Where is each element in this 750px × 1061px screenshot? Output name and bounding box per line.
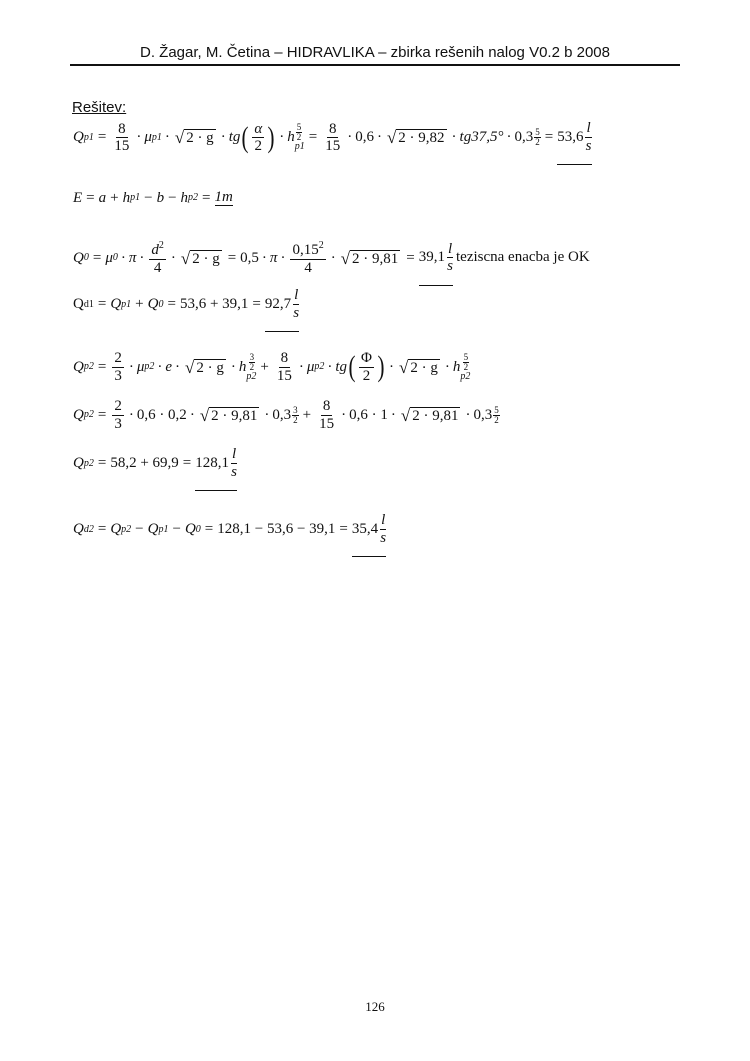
radicand: 2 · g: [192, 250, 220, 267]
equals-sign: =: [204, 521, 214, 537]
result-number: 128,1: [195, 454, 229, 471]
unit-denominator: s: [380, 529, 387, 546]
page-number: 126: [365, 999, 385, 1014]
exp-denominator: 2: [463, 361, 469, 372]
subscript: p1: [158, 523, 169, 535]
dot-operator: ·: [136, 129, 142, 145]
symbol-q: Q: [73, 521, 84, 537]
unit-numerator: l: [381, 512, 386, 528]
exp-numerator: 5: [296, 122, 302, 132]
denominator: 3: [114, 367, 122, 384]
symbol-q: Q: [73, 358, 84, 375]
symbol-h: h: [238, 358, 247, 375]
subscript: p2: [83, 409, 94, 420]
symbol-h: h: [180, 189, 189, 206]
script: [460, 353, 470, 382]
subscript: p2: [188, 192, 199, 203]
dot-operator: ·: [164, 129, 170, 145]
plus-sign: +: [110, 189, 119, 206]
exp-numerator: 3: [293, 404, 298, 415]
symbol-q: Q: [73, 129, 84, 145]
denominator: 15: [325, 138, 341, 154]
dot-operator: ·: [506, 129, 512, 145]
square-root: [185, 359, 226, 376]
equals-sign: =: [97, 129, 107, 145]
symbol-h: h: [452, 358, 461, 375]
fraction: [112, 121, 131, 155]
equals-sign: =: [97, 358, 107, 375]
exp-numerator: 5: [463, 351, 469, 362]
subscript: p1: [151, 131, 162, 143]
fraction: [359, 350, 374, 384]
radical-icon: √: [386, 128, 397, 147]
subscript: p2: [83, 361, 94, 372]
equals-sign: =: [97, 455, 107, 471]
left-paren: (: [241, 120, 249, 154]
subscript: p1: [121, 298, 132, 310]
symbol-a: a: [98, 189, 107, 206]
equals-sign: =: [252, 296, 261, 312]
fraction: [323, 121, 342, 155]
subscript: p1: [294, 141, 305, 152]
denominator: 3: [114, 415, 122, 432]
dot-operator: ·: [330, 249, 336, 266]
fraction: [275, 350, 294, 384]
numerator: 8: [328, 120, 337, 137]
script: [295, 123, 305, 152]
exp-denominator: 2: [296, 132, 302, 142]
radical-icon: √: [199, 405, 210, 425]
dot-operator: ·: [175, 358, 181, 375]
numerator: [290, 240, 325, 260]
dot-operator: ·: [465, 406, 471, 423]
radical-icon: √: [180, 248, 191, 268]
fraction: [317, 398, 336, 432]
result-value: [557, 120, 591, 165]
coefficient: 0,5: [240, 249, 259, 266]
dot-operator: ·: [327, 358, 333, 375]
symbol-phi: Φ: [361, 350, 372, 366]
superscript: 2: [318, 240, 324, 251]
symbol-mu: μ: [105, 249, 113, 266]
diameter-value: 0,15: [292, 242, 319, 258]
square-root: [401, 407, 461, 424]
subscript: p2: [460, 370, 471, 382]
dot-operator: ·: [341, 406, 347, 423]
subscript: p2: [83, 457, 94, 469]
subscript: p1: [83, 131, 94, 143]
symbol-mu: μ: [144, 129, 152, 145]
symbol-q: Q: [147, 296, 159, 312]
numerator: 8: [280, 350, 289, 366]
radicand: 2 · g: [186, 130, 214, 146]
values: 128,1 − 53,6 − 39,1: [217, 521, 336, 537]
equation-qp2-formula: [73, 350, 470, 384]
symbol-mu: μ: [136, 358, 145, 375]
dot-operator: ·: [451, 129, 457, 145]
symbol-e: e: [165, 358, 173, 375]
dot-operator: ·: [298, 358, 304, 375]
left-paren: (: [348, 350, 356, 383]
dot-operator: ·: [390, 406, 396, 423]
exponent-fraction: [534, 128, 541, 147]
result-value: [419, 241, 453, 286]
numerator: [252, 121, 264, 139]
exp-numerator: 5: [494, 404, 499, 415]
denominator: 15: [319, 415, 335, 432]
symbol-q: Q: [147, 521, 159, 537]
tangent-value: tg37,5°: [459, 129, 504, 145]
subscript: d2: [83, 523, 94, 535]
unit-denominator: s: [293, 304, 300, 321]
symbol-q: Q: [184, 521, 196, 537]
base-value: 0,3: [272, 406, 292, 423]
equals-sign: =: [97, 296, 107, 312]
square-root: [341, 250, 401, 267]
equals-sign: =: [86, 189, 95, 206]
unit-numerator: l: [294, 287, 299, 303]
dot-operator: ·: [230, 358, 236, 375]
symbol-pi: π: [269, 249, 278, 266]
plus-sign: +: [302, 406, 312, 423]
unit-denominator: s: [447, 258, 453, 274]
coefficient: 0,6: [355, 129, 374, 145]
dot-operator: ·: [157, 358, 163, 375]
radical-icon: √: [185, 357, 195, 377]
equation-qp1: [73, 120, 592, 155]
subscript: p1: [130, 192, 141, 203]
script: [246, 353, 256, 382]
radicand: 2 · g: [196, 359, 224, 376]
exp-denominator: 2: [535, 137, 540, 147]
denominator: 15: [114, 138, 130, 154]
unit-numerator: l: [586, 120, 591, 136]
symbol-h: h: [287, 129, 295, 145]
square-root: [200, 407, 260, 424]
dot-operator: ·: [279, 129, 285, 145]
equation-q0: [73, 240, 453, 276]
symbol-h: h: [122, 189, 131, 206]
equation-qp2-substitution: [73, 398, 500, 432]
dot-operator: ·: [139, 249, 145, 266]
right-paren: ): [267, 120, 275, 154]
equals-sign: =: [182, 455, 192, 471]
side-note: teziscna enacba je OK: [456, 249, 590, 265]
radicand: 2 · g: [410, 359, 438, 376]
radical-icon: √: [400, 405, 411, 425]
fraction: [149, 240, 166, 276]
plus-sign: +: [135, 296, 144, 312]
symbol-alpha: α: [254, 120, 263, 137]
numerator: 2: [114, 398, 122, 414]
result-value: [352, 512, 386, 557]
dot-operator: ·: [389, 358, 394, 375]
unit-fraction: [293, 287, 299, 321]
right-paren: ): [377, 350, 385, 383]
square-root: [387, 129, 447, 146]
exponent-fraction: [296, 123, 303, 142]
numerator: [149, 240, 166, 260]
dot-operator: ·: [120, 249, 126, 266]
symbol-q: Q: [73, 249, 84, 266]
dot-operator: ·: [376, 129, 382, 145]
base-value: 0,3: [473, 406, 493, 423]
dot-operator: ·: [444, 358, 450, 375]
result-value: [265, 287, 299, 332]
equation-qp2-result: [73, 446, 237, 481]
unit-numerator: l: [448, 240, 453, 257]
result-value: [195, 446, 237, 491]
exponent-fraction: [461, 353, 470, 372]
base-value: 0,3: [514, 129, 534, 145]
result-value: 1m: [214, 189, 233, 205]
subscript: 0: [195, 523, 201, 535]
unit-denominator: s: [585, 137, 592, 154]
exp-denominator: 2: [494, 414, 499, 425]
fraction: [112, 398, 124, 432]
result-number: 92,7: [264, 295, 292, 312]
radical-icon: √: [399, 357, 409, 377]
result-number: 35,4: [351, 520, 379, 537]
square-root: [399, 359, 440, 376]
equals-sign: =: [92, 249, 102, 266]
equation-energy: [73, 190, 233, 206]
unit-fraction: [585, 120, 591, 154]
subscript: p2: [314, 361, 325, 372]
symbol-q: Q: [110, 296, 122, 312]
fraction: [290, 240, 325, 276]
subscript: 0: [158, 298, 164, 310]
equals-sign: =: [406, 249, 415, 266]
fraction: [252, 121, 264, 155]
exp-numerator: 3: [249, 351, 255, 362]
dot-operator: ·: [347, 129, 353, 145]
symbol-q: Q: [73, 455, 84, 471]
denominator: 2: [254, 138, 263, 154]
dot-operator: ·: [128, 406, 134, 423]
dot-operator: ·: [170, 249, 176, 266]
equals-sign: =: [227, 249, 237, 266]
symbol-mu: μ: [306, 358, 315, 375]
coefficients: 0,6 · 0,2: [136, 406, 187, 423]
fraction: [112, 350, 124, 384]
symbol-b: b: [156, 189, 165, 206]
solution-heading: Rešitev:: [72, 99, 127, 116]
square-root: [175, 129, 216, 146]
numerator: 8: [322, 398, 331, 414]
radicand: 2 · 9,81: [211, 407, 258, 424]
exponent-fraction: [247, 353, 256, 372]
equals-sign: =: [97, 521, 107, 537]
exp-numerator: 5: [535, 127, 540, 137]
coefficients: 0,6 · 1: [349, 406, 388, 423]
equals-sign: =: [202, 189, 211, 206]
values: 58,2 + 69,9: [110, 455, 179, 471]
minus-sign: −: [168, 189, 177, 206]
running-header: D. Žagar, M. Četina – HIDRAVLIKA – zbirka rešenih nalog V0.2 b 2008: [140, 44, 610, 61]
dot-operator: ·: [220, 129, 226, 145]
minus-sign: −: [144, 189, 153, 206]
subscript: p2: [121, 523, 132, 535]
superscript: 2: [158, 240, 164, 251]
subscript: 0: [112, 252, 118, 263]
subscript: p2: [246, 370, 257, 382]
numerator: 2: [114, 350, 122, 366]
subscript: 0: [83, 252, 89, 263]
radical-icon: √: [174, 128, 185, 147]
symbol-q: Q: [73, 406, 84, 423]
exp-denominator: 2: [249, 361, 255, 372]
denominator: 4: [153, 259, 162, 276]
radicand: 2 · 9,82: [398, 130, 445, 146]
subscript: d1: [83, 298, 94, 310]
dot-operator: ·: [264, 406, 270, 423]
unit-fraction: [380, 512, 386, 546]
symbol-e: E: [73, 189, 83, 206]
symbol-q: Q: [73, 296, 84, 312]
result-number: 53,6: [557, 128, 584, 145]
radicand: 2 · 9,81: [352, 250, 399, 267]
unit-fraction: [231, 446, 237, 480]
equals-sign: =: [97, 406, 107, 423]
denominator: 2: [362, 367, 371, 384]
square-root: [181, 250, 222, 267]
equation-qd2: [73, 512, 386, 547]
tangent-function: tg: [335, 358, 348, 375]
denominator: 15: [276, 367, 292, 384]
subscript: p2: [144, 361, 155, 372]
symbol-pi: π: [128, 249, 137, 266]
symbol-d: d: [151, 242, 159, 258]
minus-sign: −: [172, 521, 181, 537]
equals-sign: =: [308, 129, 318, 145]
equals-sign: =: [167, 296, 176, 312]
equals-sign: =: [544, 129, 554, 145]
equation-qd1: [73, 287, 299, 322]
dot-operator: ·: [280, 249, 286, 266]
symbol-q: Q: [110, 521, 122, 537]
minus-sign: −: [135, 521, 144, 537]
unit-numerator: l: [232, 446, 237, 462]
dot-operator: ·: [261, 249, 267, 266]
tangent-function: tg: [228, 129, 241, 145]
exponent-fraction: [292, 406, 299, 425]
result-number: 39,1: [418, 249, 445, 265]
unit-fraction: [447, 241, 453, 275]
exponent-fraction: [493, 406, 500, 425]
numerator: 8: [118, 120, 126, 137]
header-rule: [70, 64, 680, 66]
equals-sign: =: [339, 521, 348, 537]
unit-denominator: s: [231, 463, 237, 480]
radical-icon: √: [340, 248, 351, 268]
plus-sign: +: [260, 358, 269, 375]
exp-denominator: 2: [293, 414, 298, 425]
dot-operator: ·: [189, 406, 195, 423]
denominator: 4: [304, 259, 312, 276]
values: 53,6 + 39,1: [179, 296, 249, 312]
radicand: 2 · 9,81: [412, 407, 459, 424]
dot-operator: ·: [128, 358, 134, 375]
